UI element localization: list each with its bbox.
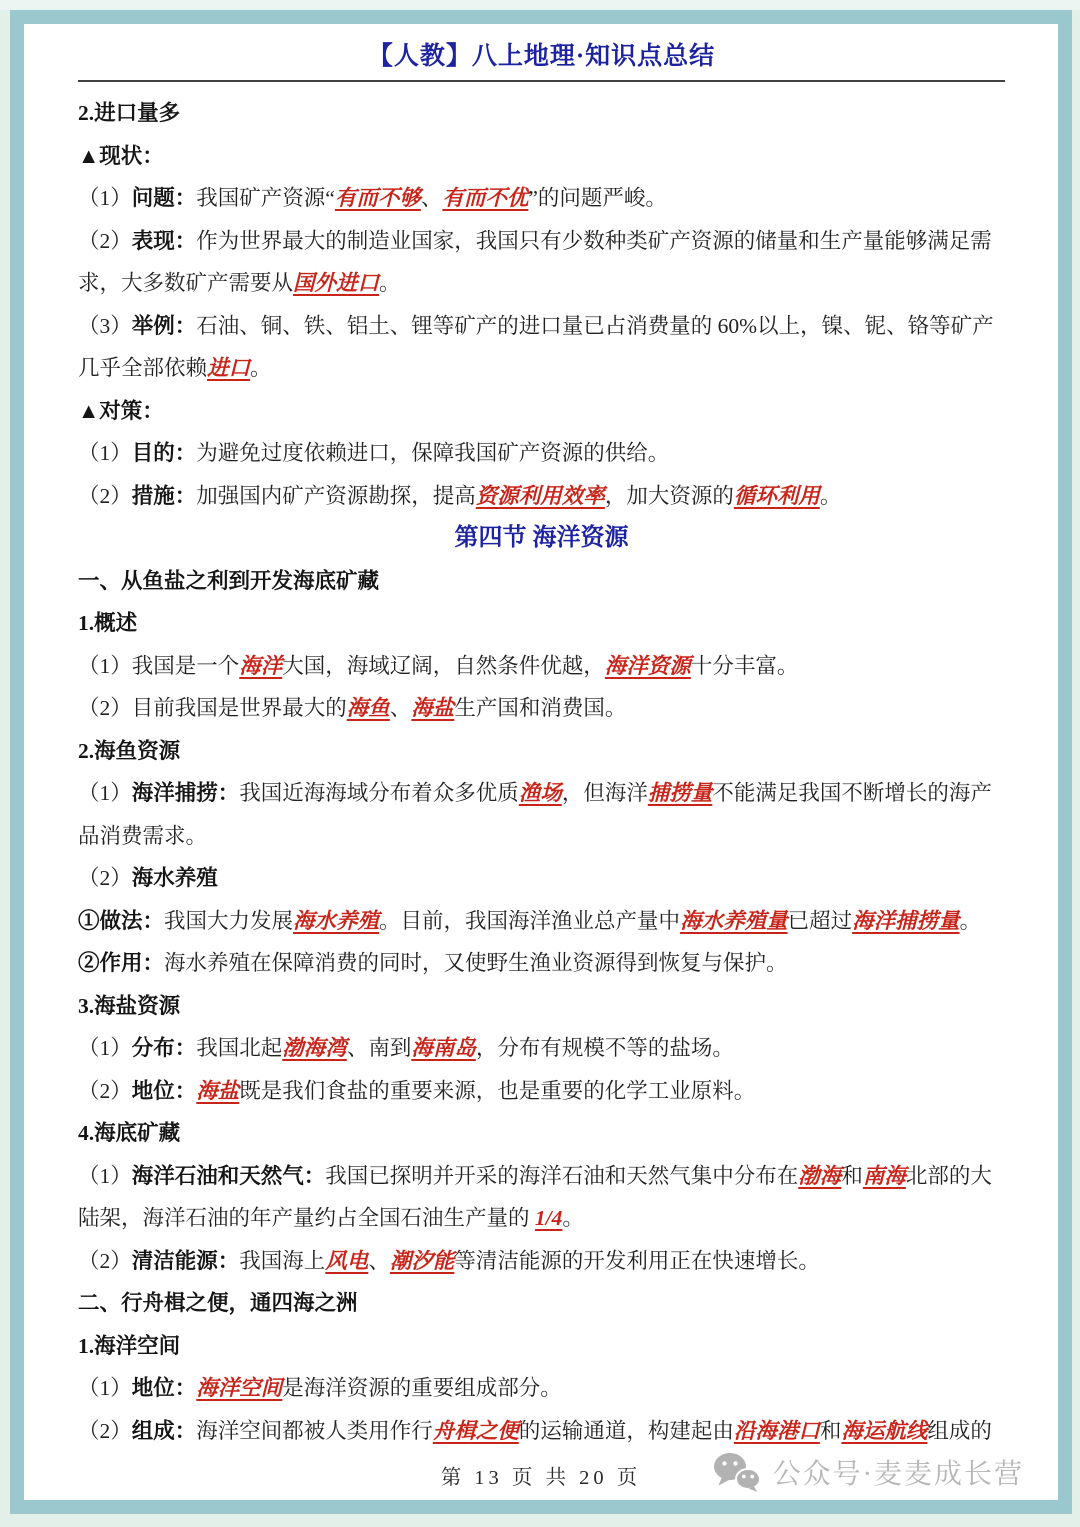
text-run: 、 [389, 696, 412, 720]
text-run: ①做法： [78, 908, 165, 933]
text-run: 我国矿产资源“ [196, 186, 335, 210]
highlight-term: 海鱼 [346, 696, 390, 720]
text-run: （1） [78, 441, 132, 465]
text-run: 海洋捕捞： [131, 781, 240, 805]
text-run: 我国海上 [239, 1248, 326, 1273]
text-line [78, 92, 1005, 135]
text-run: 、 [368, 1248, 390, 1273]
text-run: 是海洋资源的重要组成部分。 [282, 1376, 562, 1400]
text-line [78, 305, 1005, 348]
text-run: 目的： [131, 441, 197, 465]
highlight-term: 海南岛 [411, 1036, 476, 1060]
text-run: ”的问题严峻。 [528, 186, 667, 210]
text-run: 作为世界最大的制造业国家，我国只有少数种类矿产资源的储量和生产量能够满足需 [196, 228, 992, 253]
text-run: 。目前，我国海洋渔业总产量中 [379, 908, 681, 933]
text-run: 问题： [131, 186, 197, 210]
text-line [78, 942, 1005, 985]
text-run: 为避免过度依赖进口，保障我国矿产资源的供给。 [196, 441, 670, 465]
highlight-term: 潮汐能 [389, 1248, 455, 1273]
text-run: （1） [78, 186, 132, 210]
text-line [78, 220, 1005, 263]
text-run: 。 [819, 483, 842, 508]
watermark-label: 公众号·麦麦成长营 [772, 1459, 1024, 1490]
highlight-term: 捕捞量 [647, 781, 713, 805]
text-run: （1） [78, 1376, 132, 1400]
text-run: 等清洁能源的开发利用正在快速增长。 [454, 1248, 820, 1273]
text-line [78, 560, 1005, 603]
text-run: （2） [78, 228, 132, 253]
text-run: 。 [562, 1206, 584, 1230]
text-run: 十分丰富。 [690, 653, 799, 678]
highlight-term: 海水养殖量 [680, 908, 788, 933]
text-line [78, 135, 1005, 178]
text-run: ▲现状： [78, 143, 164, 168]
text-line [78, 1240, 1005, 1283]
text-run: （2） [78, 1418, 132, 1443]
highlight-term: 循环利用 [733, 483, 820, 508]
section-heading-line [78, 517, 1005, 560]
text-run: 生产国和消费国。 [454, 696, 627, 720]
text-run: 组成： [131, 1418, 197, 1443]
text-run: 我国近海海域分布着众多优质 [239, 781, 519, 805]
text-run: 我国已探明并开采的海洋石油和天然气集中分布在 [325, 1163, 799, 1188]
highlight-term: 资源利用效率 [475, 483, 605, 508]
text-run: 几乎全部依赖 [78, 356, 208, 380]
text-run: （3） [78, 313, 132, 338]
text-line [78, 1112, 1005, 1155]
header-divider [78, 80, 1005, 82]
highlight-term: 有而不优 [442, 186, 529, 210]
text-line [78, 857, 1005, 900]
text-run: 已超过 [787, 908, 853, 933]
document-title: 【人教】八上地理·知识点总结 [367, 43, 716, 70]
text-line [78, 475, 1005, 518]
text-run: 我国大力发展 [164, 908, 294, 933]
wechat-icon [713, 1452, 761, 1492]
highlight-term: 海洋空间 [196, 1376, 283, 1400]
text-run: ，但海洋 [561, 781, 648, 805]
text-run: 求，大多数矿产需要从 [78, 271, 294, 295]
text-run: 。 [959, 908, 982, 933]
text-run: 表现： [131, 228, 197, 253]
text-run: 和 [841, 1163, 863, 1188]
text-line [78, 815, 1005, 858]
highlight-term: 沿海港口 [733, 1418, 820, 1443]
text-line [78, 1155, 1005, 1198]
document-body [78, 92, 1005, 1452]
text-line [78, 730, 1005, 773]
text-run: 清洁能源： [131, 1248, 240, 1273]
text-run: ，加大资源的 [604, 483, 734, 508]
highlight-term: 国外进口 [293, 271, 380, 295]
highlight-term: 1/4 [534, 1206, 563, 1230]
text-run: 石油、铜、铁、铝土、锂等矿产的进口量已占消费量的 60%以上，镍、铌、铬等矿产 [196, 313, 994, 338]
highlight-term: 海盐 [196, 1078, 240, 1103]
text-line [78, 177, 1005, 220]
text-line [78, 347, 1005, 390]
text-line [78, 1027, 1005, 1070]
highlight-term: 海洋捕捞量 [852, 908, 960, 933]
text-run: 、 [420, 186, 443, 210]
highlight-term: 海水养殖 [293, 908, 380, 933]
text-run: 加强国内矿产资源勘探，提高 [196, 483, 476, 508]
text-run: 一、从鱼盐之利到开发海底矿藏 [78, 568, 380, 593]
highlight-term: 渔场 [518, 781, 562, 805]
text-run: 品消费需求。 [78, 823, 208, 848]
text-run: 2.进口量多 [78, 101, 181, 125]
photo-top-strip [0, 0, 1080, 10]
highlight-term: 舟楫之便 [432, 1418, 519, 1443]
text-run: 海水养殖在保障消费的同时，又使野生渔业资源得到恢复与保护。 [164, 951, 788, 975]
text-run: 2.海鱼资源 [78, 738, 181, 763]
text-run: 陆架，海洋石油的年产量约占全国石油生产量的 [78, 1206, 535, 1230]
text-line [78, 772, 1005, 815]
text-run: 地位： [131, 1376, 197, 1400]
text-run: 3.海盐资源 [78, 993, 181, 1018]
highlight-term: 渤海 [798, 1163, 842, 1188]
text-run: 既是我们食盐的重要来源，也是重要的化学工业原料。 [239, 1078, 756, 1103]
text-run: 和 [819, 1418, 842, 1443]
text-line [78, 1282, 1005, 1325]
text-run: 不能满足我国不断增长的海产 [712, 781, 992, 805]
highlight-term: 进口 [207, 356, 251, 380]
text-run: 4.海底矿藏 [78, 1121, 181, 1145]
text-line [78, 262, 1005, 305]
highlight-term: 海盐 [411, 696, 455, 720]
text-line [78, 1197, 1005, 1240]
text-run: 海洋石油和天然气： [131, 1163, 326, 1188]
text-line [78, 1325, 1005, 1368]
text-run: 1.概述 [78, 611, 138, 635]
text-run: 举例： [131, 313, 197, 338]
text-run: （2） [78, 1078, 132, 1103]
highlight-term: 渤海湾 [282, 1036, 347, 1060]
text-run: 分布： [131, 1036, 197, 1060]
text-line [78, 1367, 1005, 1410]
text-run: （2） [78, 483, 132, 508]
text-run: 1.海洋空间 [78, 1333, 181, 1358]
text-run: 、南到 [346, 1036, 412, 1060]
text-run: （1）我国是一个 [78, 653, 240, 678]
text-run: ②作用： [78, 951, 165, 975]
text-line [78, 900, 1005, 943]
text-run: （1） [78, 1163, 132, 1188]
text-run: 地位： [131, 1078, 197, 1103]
text-run: （2）目前我国是世界最大的 [78, 696, 347, 720]
page-number: 第 13 页 共 20 页 [440, 1467, 642, 1489]
highlight-term: 海洋资源 [604, 653, 691, 678]
text-run: 的运输通道，构建起由 [518, 1418, 734, 1443]
text-run: （1） [78, 781, 132, 805]
watermark [705, 1452, 1024, 1492]
highlight-term: 海洋 [239, 653, 283, 678]
text-run: 海洋空间都被人类用作行 [196, 1418, 433, 1443]
document-page [24, 24, 1058, 1500]
text-run: ▲对策： [78, 398, 164, 423]
highlight-term: 南海 [862, 1163, 906, 1188]
text-run: （1） [78, 1036, 132, 1060]
text-line [78, 602, 1005, 645]
text-line [78, 1070, 1005, 1113]
text-run: 。 [250, 356, 272, 380]
text-run: 措施： [131, 483, 197, 508]
page-frame [10, 10, 1072, 1514]
text-line [78, 985, 1005, 1028]
highlight-term: 有而不够 [334, 186, 421, 210]
text-run: （2） [78, 1248, 132, 1273]
text-run: 大国，海域辽阔，自然条件优越， [282, 653, 605, 678]
text-run: （2） [78, 866, 132, 890]
text-line [78, 390, 1005, 433]
text-run: 二、行舟楫之便，通四海之洲 [78, 1291, 358, 1315]
text-run: 北部的大 [905, 1163, 992, 1188]
text-line [78, 645, 1005, 688]
text-run: ，分布有规模不等的盐场。 [475, 1036, 734, 1060]
highlight-term: 风电 [325, 1248, 369, 1273]
text-line [78, 687, 1005, 730]
text-run: 海水养殖 [131, 866, 218, 890]
text-run: 我国北起 [196, 1036, 283, 1060]
text-line [78, 432, 1005, 475]
text-line [78, 1410, 1005, 1453]
text-run: 。 [379, 271, 401, 295]
text-run: 组成的 [927, 1418, 992, 1443]
text-run: 第四节 海洋资源 [454, 525, 629, 551]
highlight-term: 海运航线 [841, 1418, 928, 1443]
